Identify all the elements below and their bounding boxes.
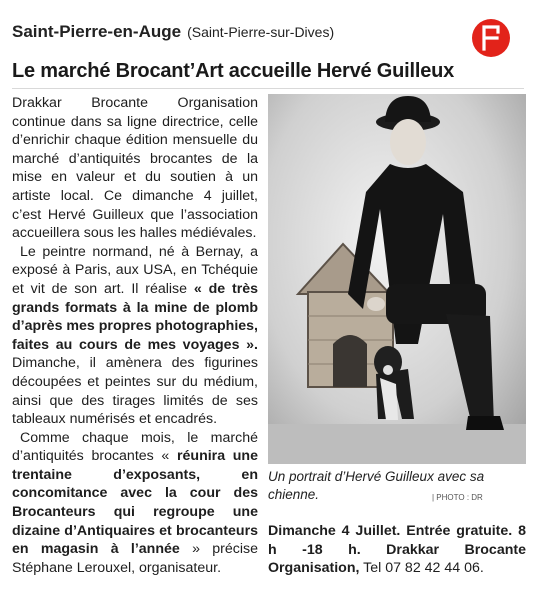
organiser-quote: réunira une trentaine d’exposants, en concomitance avec la cour des Brocanteurs qui regroupe une dizaine d’Antiquaires et brocanteurs en magasin à l’année [12, 448, 258, 558]
event-phone: Tel 07 82 42 44 06. [359, 560, 484, 577]
photo-credit: | PHOTO : DR [432, 493, 483, 502]
artist-portrait-photo [268, 94, 526, 464]
paragraph-artist: Le peintre normand, né à Bernay, a exposé à Paris, aux USA, en Tchéquie et vit de son art. Il réalise « de très grands formats à la mine de plomb d’après mes propres photographies, faites au cours de mes voyages ». Dimanche, il amènera des figurines découpées et peintes sur du médium, ainsi que des tirages limités de ses tableaux numérisés et encadrés. [12, 243, 259, 428]
artist-quote: « de très grands formats à la mine de plomb d’après mes propres photographies, faites au cours de mes voyages ». [12, 280, 259, 353]
event-info [268, 522, 526, 578]
article-header [12, 22, 462, 50]
commune-name: (Saint-Pierre-sur-Dives) [187, 24, 335, 40]
event-info-bold: Dimanche 4 Juillet. Entrée gratuite. 8 h -18 h. Drakkar Brocante Organisation, [268, 523, 526, 577]
photo-caption: Un portrait d’Hervé Guilleux avec sa chienne. [268, 469, 485, 502]
paragraph-intro: Drakkar Brocante Organisation continue dans sa ligne directrice, celle d’enrichir chaque édition mensuelle du marché d’antiquités brocantes de la mise en valeur et du soutien à un artiste local. Ce dimanche 4 juillet, c’est Hervé Guilleux que l’association accueillera sous les halles médiévales. [12, 95, 258, 242]
town-name: Saint-Pierre-en-Auge [12, 22, 182, 41]
article-title: Le marché Brocant’Art accueille Hervé Guilleux [12, 60, 455, 82]
title-divider [12, 88, 524, 89]
article-body [12, 94, 258, 577]
paragraph-market: Comme chaque mois, le marché d’antiquités brocantes « réunira une trentaine d’exposants, en concomitance avec la cour des Brocanteurs qui regroupe une dizaine d’Antiquaires et brocanteurs en magasin à l’année » précise Stéphane Lerouxel, organisateur. [12, 429, 258, 576]
publication-logo [472, 19, 510, 57]
